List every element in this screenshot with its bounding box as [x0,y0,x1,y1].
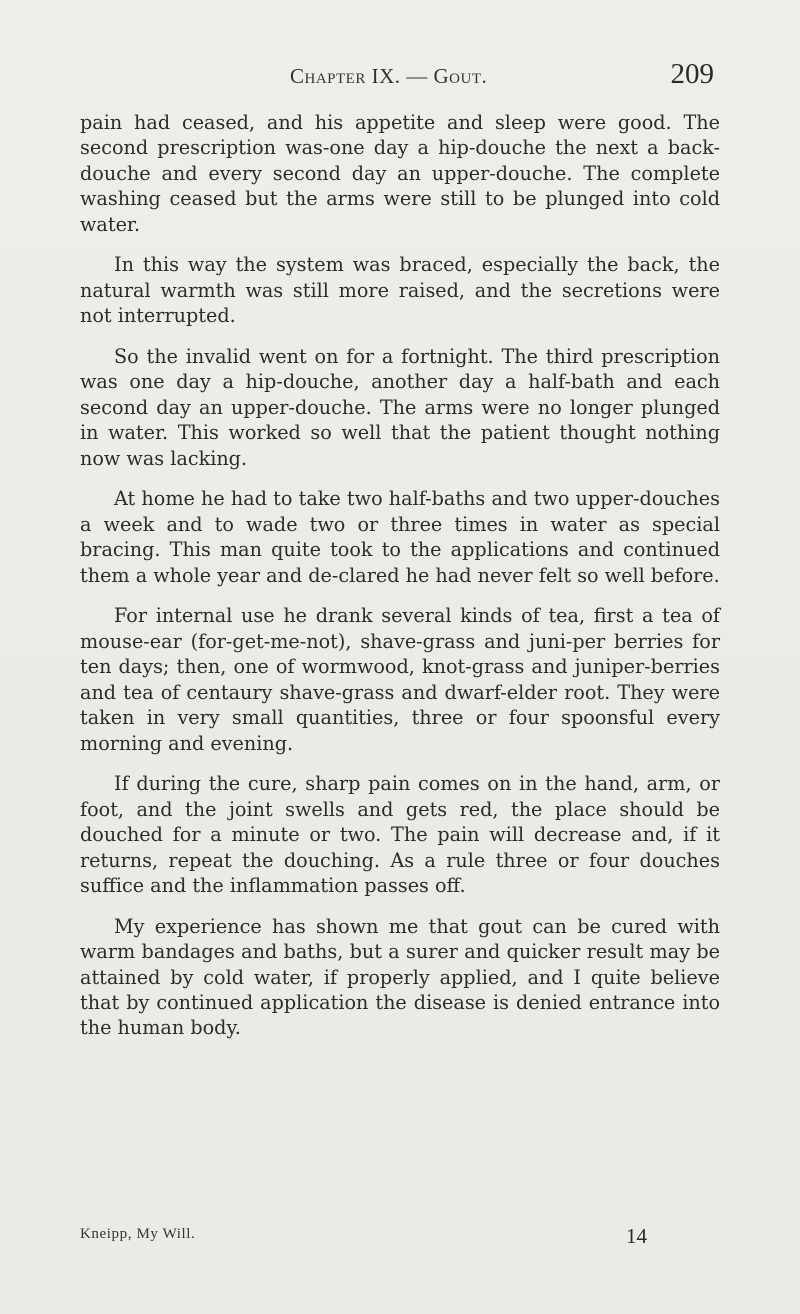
paragraph-4: At home he had to take two half-baths and two upper-douches a week and to wade two or three times in water as special bracing. This man quite took to the applications and continued them a whole year and de-clared he had never felt so well before. [80,487,720,587]
body-text [80,110,720,1056]
signature-mark: Kneipp, My Will. [80,1226,196,1242]
running-head [80,58,722,98]
paragraph-6: If during the cure, sharp pain comes on in the hand, arm, or foot, and the joint swells and gets red, the place should be douched for a minute or two. The pain will decrease and, if it returns, repeat the douching. As a rule three or four douches suffice and the inflammation passes off. [80,772,720,897]
page-footer [80,1224,722,1254]
paragraph-2: In this way the system was braced, especially the back, the natural warmth was still more raised, and the secretions were not interrupted. [80,253,720,328]
paragraph-3: So the invalid went on for a fortnight. The third prescription was one day a hip-douche, another day a half-bath and each second day an upper-douche. The arms were no longer plunged in water. This worked so well that the patient thought nothing now was lacking. [80,345,720,470]
paragraph-1: pain had ceased, and his appetite and sleep were good. The second prescription was-one day a hip-douche the next a back-douche and every second day an upper-douche. The complete washing ceased but the arms were still to be plunged into cold water. [80,111,720,236]
page-number: 209 [670,58,714,90]
paragraph-5: For internal use he drank several kinds of tea, first a tea of mouse-ear (for-get-me-not), shave-grass and juni-per berries for ten days; then, one of wormwood, knot-grass and juniper-berries and tea of centaury shave-grass and dwarf-elder root. They were taken in very small quantities, three or four spoonsful every morning and evening. [80,604,720,755]
sheet-number: 14 [626,1224,647,1248]
paragraph-7: My experience has shown me that gout can be cured with warm bandages and baths, but a surer and quicker result may be attained by cold water, if properly applied, and I quite believe that by continued application the disease is denied entrance into the human body. [80,914,720,1040]
running-title: Chapter IX. — Gout. [290,64,488,88]
